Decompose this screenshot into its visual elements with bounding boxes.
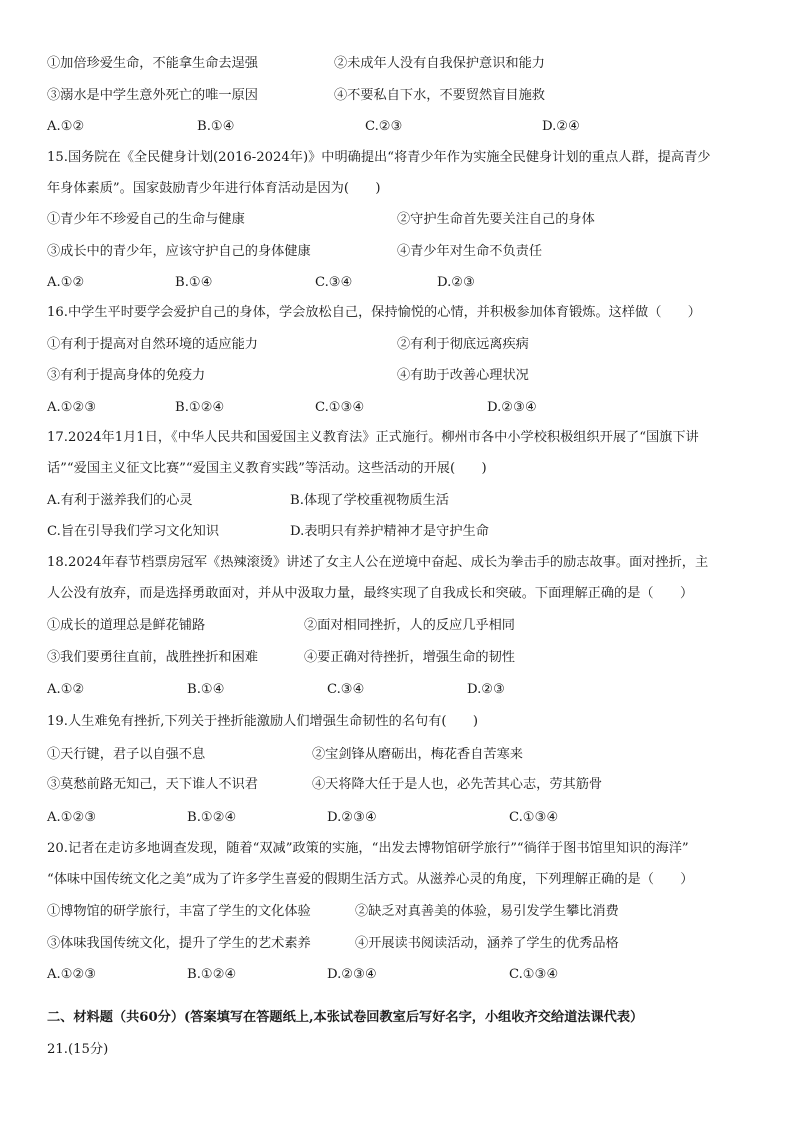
question-text: “体味中国传统文化之美”成为了许多学生喜爱的假期生活方式。从滋养心灵的角度，下列理解正确的是（ ） bbox=[47, 872, 694, 887]
statement-option: ①有利于提高对自然环境的适应能力 bbox=[47, 337, 258, 352]
answer-option: D.②③ bbox=[467, 682, 505, 697]
answer-option: C.旨在引导我们学习文化知识 bbox=[47, 524, 220, 539]
statement-option: ②守护生命首先要关注自己的身体 bbox=[397, 212, 595, 227]
question-text: 18.2024年春节档票房冠军《热辣滚烫》讲述了女主人公在逆境中奋起、成长为拳击手的励志故事。面对挫折，主 bbox=[47, 555, 709, 570]
question-text: 16.中学生平时要学会爱护自己的身体，学会放松自己，保持愉悦的心情，并积极参加体育锻炼。这样做（ ） bbox=[47, 305, 701, 320]
answer-option: D.②④ bbox=[542, 119, 580, 134]
statement-option: ④青少年对生命不负责任 bbox=[397, 244, 543, 259]
answer-option: A.①② bbox=[47, 119, 85, 134]
statement-option: ④开展读书阅读活动，涵养了学生的优秀品格 bbox=[355, 936, 619, 951]
answer-option: B.①④ bbox=[187, 682, 225, 697]
question-text: 20.记者在走访多地调查发现，随着“双减”政策的实施，“出发去博物馆研学旅行”“徜徉于图书馆里知识的海洋” bbox=[47, 841, 689, 856]
answer-option: A.有利于滋养我们的心灵 bbox=[47, 493, 193, 508]
answer-option: C.①③④ bbox=[509, 810, 559, 825]
statement-option: ③成长中的青少年，应该守护自己的身体健康 bbox=[47, 244, 311, 259]
statement-option: ②面对相同挫折，人的反应几乎相同 bbox=[304, 618, 515, 633]
question-text: 19.人生难免有挫折,下列关于挫折能激励人们增强生命韧性的名句有( ) bbox=[47, 714, 479, 729]
statement-option: ④不要私自下水，不要贸然盲目施救 bbox=[334, 88, 545, 103]
answer-option: B.①④ bbox=[197, 119, 235, 134]
answer-option: A.①②③ bbox=[47, 400, 97, 415]
statement-option: ①成长的道理总是鲜花铺路 bbox=[47, 618, 206, 633]
statement-option: ①博物馆的研学旅行，丰富了学生的文化体验 bbox=[47, 904, 311, 919]
section-heading: 二、材料题（共60分）(答案填写在答题纸上,本张试卷回教室后写好名字，小组收齐交给道法课代表） bbox=[47, 1010, 644, 1025]
answer-option: D.②③ bbox=[437, 275, 475, 290]
answer-option: A.①②③ bbox=[47, 967, 97, 982]
statement-option: ③莫愁前路无知己，天下谁人不识君 bbox=[47, 777, 258, 792]
answer-option: C.①③④ bbox=[509, 967, 559, 982]
statement-option: ①青少年不珍爱自己的生命与健康 bbox=[47, 212, 245, 227]
statement-option: ①加倍珍爱生命，不能拿生命去逞强 bbox=[47, 56, 258, 71]
answer-option: D.②③④ bbox=[327, 810, 377, 825]
answer-option: D.表明只有养护精神才是守护生命 bbox=[290, 524, 489, 539]
statement-option: ③有利于提高身体的免疫力 bbox=[47, 368, 206, 383]
question-text: 17.2024年1月1日，《中华人民共和国爱国主义教育法》正式施行。柳州市各中小学校积极组织开展了“国旗下讲 bbox=[47, 430, 699, 445]
statement-option: ②有利于彻底远离疾病 bbox=[397, 337, 529, 352]
answer-option: B.①④ bbox=[175, 275, 213, 290]
answer-option: A.①②③ bbox=[47, 810, 97, 825]
statement-option: ④要正确对待挫折，增强生命的韧性 bbox=[304, 650, 515, 665]
statement-option: ②未成年人没有自我保护意识和能力 bbox=[334, 56, 545, 71]
statement-option: ④有助于改善心理状况 bbox=[397, 368, 529, 383]
answer-option: D.②③④ bbox=[327, 967, 377, 982]
answer-option: A.①② bbox=[47, 682, 85, 697]
statement-option: ①天行键，君子以自强不息 bbox=[47, 747, 206, 762]
statement-option: ②宝剑锋从磨砺出，梅花香自苦寒来 bbox=[312, 747, 523, 762]
answer-option: B.①②④ bbox=[187, 967, 237, 982]
statement-option: ③我们要勇往直前，战胜挫折和困难 bbox=[47, 650, 258, 665]
statement-option: ③体味我国传统文化，提升了学生的艺术素养 bbox=[47, 936, 311, 951]
answer-option: B.①②④ bbox=[175, 400, 225, 415]
answer-option: D.②③④ bbox=[487, 400, 537, 415]
answer-option: A.①② bbox=[47, 275, 85, 290]
statement-option: ③溺水是中学生意外死亡的唯一原因 bbox=[47, 88, 258, 103]
question-text: 15.国务院在《全民健身计划(2016-2024年)》中明确提出“将青少年作为实施全民健身计划的重点人群，提高青少 bbox=[47, 150, 711, 165]
statement-option: ④天将降大任于是人也，必先苦其心志，劳其筋骨 bbox=[312, 777, 603, 792]
question-text: 话”“爱国主义征文比赛”“爱国主义教育实践”等活动。这些活动的开展( ) bbox=[47, 461, 487, 476]
answer-option: C.①③④ bbox=[315, 400, 365, 415]
answer-option: B.①②④ bbox=[187, 810, 237, 825]
question-text: 21.(15分) bbox=[47, 1042, 109, 1057]
answer-option: C.②③ bbox=[365, 119, 403, 134]
answer-option: C.③④ bbox=[315, 275, 353, 290]
question-text: 年身体素质”。国家鼓励青少年进行体育活动是因为( ) bbox=[47, 181, 381, 196]
statement-option: ②缺乏对真善美的体验，易引发学生攀比消费 bbox=[355, 904, 619, 919]
answer-option: B.体现了学校重视物质生活 bbox=[290, 493, 449, 508]
answer-option: C.③④ bbox=[327, 682, 365, 697]
question-text: 人公没有放弃，而是选择勇敢面对，并从中汲取力量，最终实现了自我成长和突破。下面理解正确的是（ ） bbox=[47, 586, 694, 601]
